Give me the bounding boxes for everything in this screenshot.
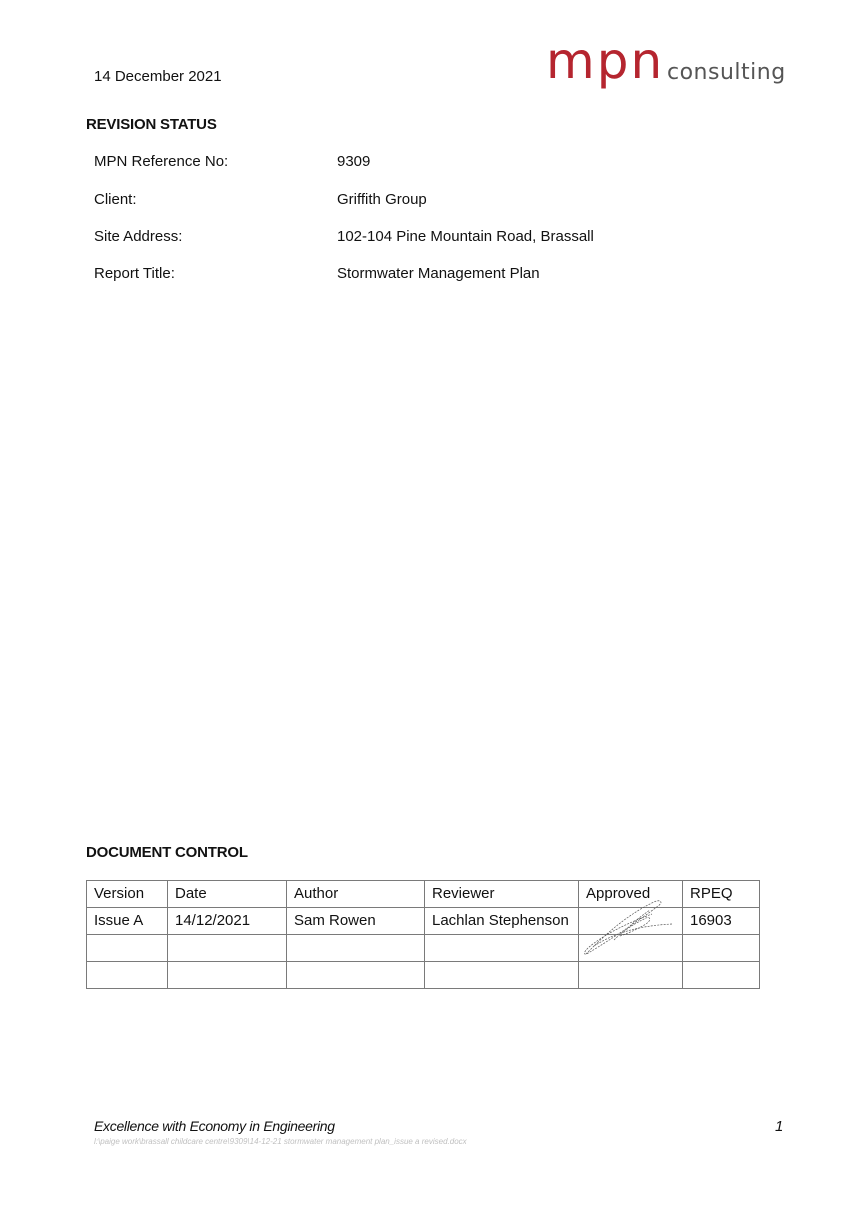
info-value: Stormwater Management Plan (337, 265, 540, 282)
table-cell (168, 962, 287, 989)
table-header-cell: Date (168, 881, 287, 908)
table-header-row (87, 881, 760, 908)
logo-consulting-text: consulting (667, 60, 786, 85)
table-cell (87, 962, 168, 989)
table-cell: Issue A (87, 908, 168, 935)
table-header-cell: Author (287, 881, 425, 908)
info-value: 9309 (337, 153, 371, 170)
info-label: Site Address: (94, 228, 183, 245)
table-header-cell: RPEQ (683, 881, 760, 908)
table-cell (579, 908, 683, 935)
info-row-site-address (94, 228, 754, 248)
table-cell (579, 935, 683, 962)
table-cell: Sam Rowen (287, 908, 425, 935)
table-cell (87, 935, 168, 962)
table-header-cell: Approved (579, 881, 683, 908)
logo-mpn-text: mpn (546, 32, 665, 90)
document-control-heading: DOCUMENT CONTROL (86, 844, 248, 861)
info-row-report-title (94, 265, 754, 285)
table-cell: 16903 (683, 908, 760, 935)
table-cell (168, 935, 287, 962)
table-cell: 14/12/2021 (168, 908, 287, 935)
revision-status-heading: REVISION STATUS (86, 116, 217, 133)
info-label: MPN Reference No: (94, 153, 229, 170)
table-cell (287, 935, 425, 962)
table-row (87, 908, 760, 935)
table-cell (683, 935, 760, 962)
document-date: 14 December 2021 (94, 68, 222, 85)
company-logo (546, 32, 786, 96)
table-cell: Lachlan Stephenson (425, 908, 579, 935)
table-row (87, 962, 760, 989)
table-cell (425, 962, 579, 989)
document-control-table (86, 880, 760, 989)
info-label: Client: (94, 191, 137, 208)
table-row (87, 935, 760, 962)
info-value: Griffith Group (337, 191, 427, 208)
footer-tagline: Excellence with Economy in Engineering (94, 1118, 335, 1134)
page-number: 1 (775, 1118, 784, 1135)
table-cell (425, 935, 579, 962)
info-label: Report Title: (94, 265, 175, 282)
footer-file-path: l:\paige work\brassall childcare centre\9309\14-12-21 stormwater management plan_issue a revised.docx (94, 1137, 467, 1146)
table-header-cell: Reviewer (425, 881, 579, 908)
table-header-cell: Version (87, 881, 168, 908)
info-row-reference (94, 153, 754, 173)
table-cell (579, 962, 683, 989)
info-row-client (94, 191, 754, 211)
table-cell (287, 962, 425, 989)
table-cell (683, 962, 760, 989)
info-value: 102-104 Pine Mountain Road, Brassall (337, 228, 594, 245)
